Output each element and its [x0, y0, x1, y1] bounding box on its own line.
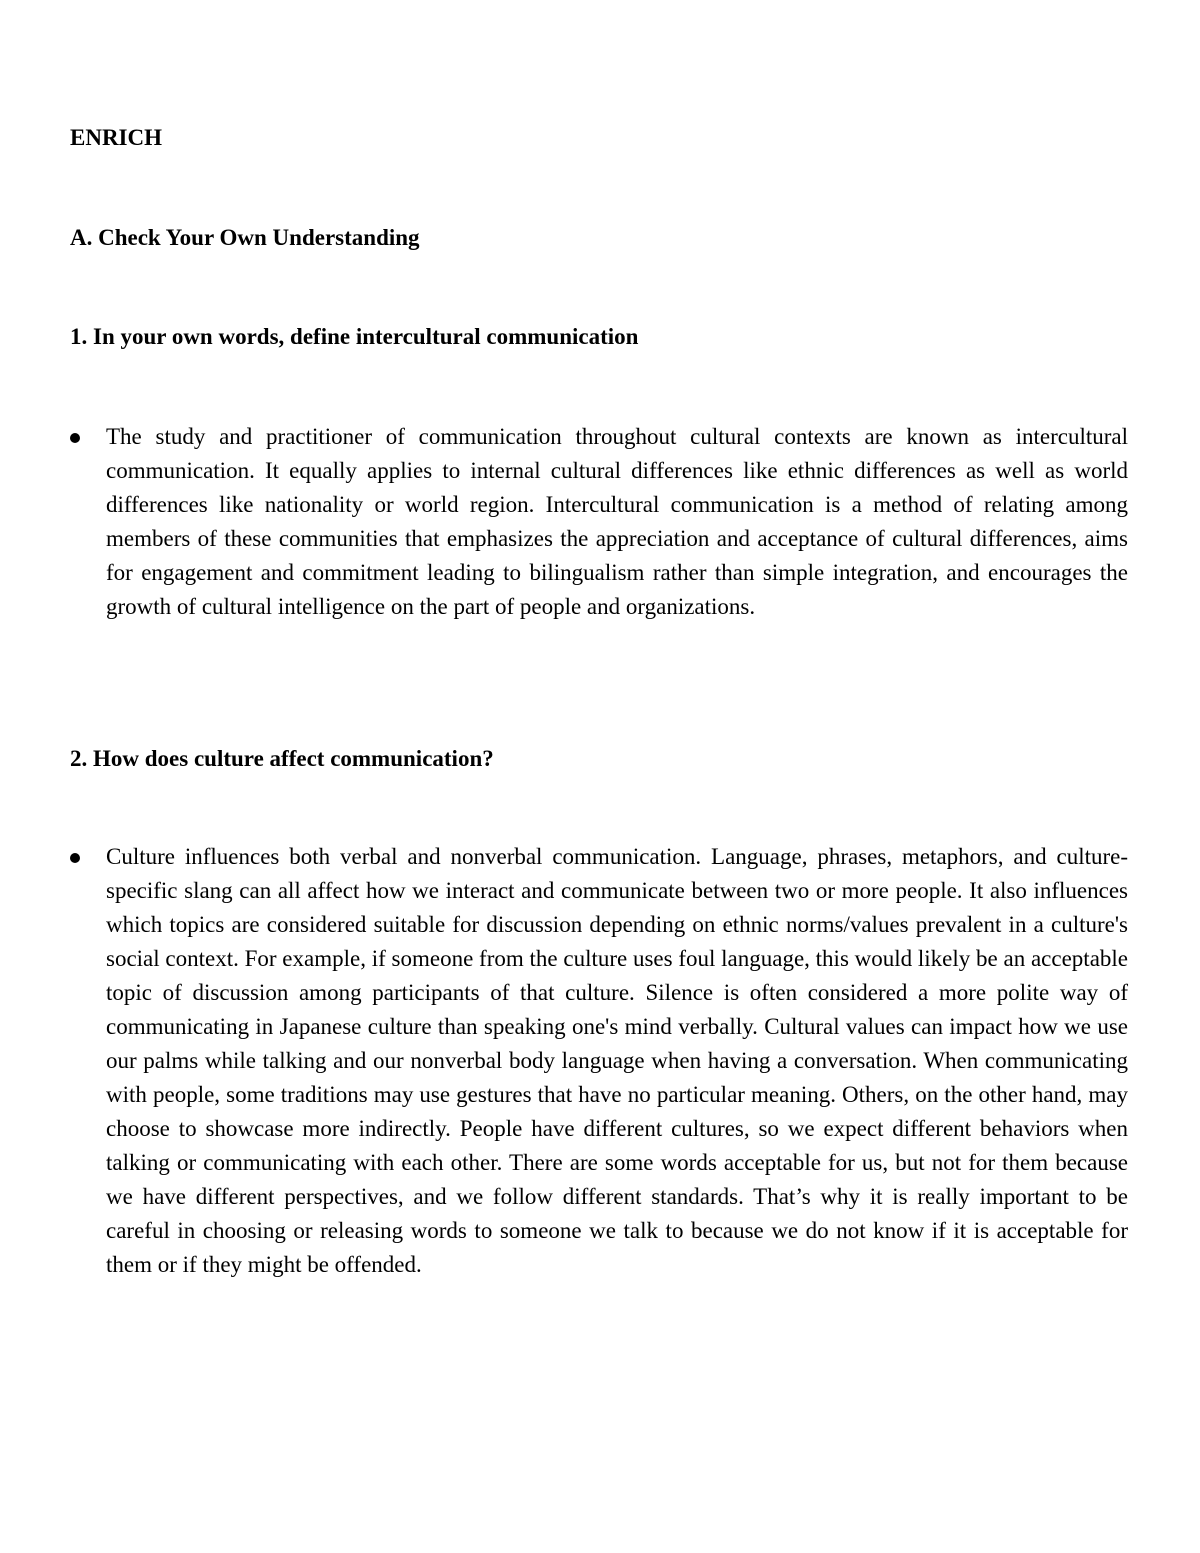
answer-1-paragraph: The study and practitioner of communication throughout cultural contexts are known as intercultural communication. It equally applies to internal cultural differences like ethnic differences as well as world differences like nationality or world region. Intercultural communication is a method of relating among members of these communities that emphasizes the appreciation and acceptance of cultural differences, aims for engagement and commitment leading to bilingualism rather than simple integration, and encourages the growth of cultural intelligence on the part of people and organizations.	[106, 424, 1128, 619]
section-heading: A. Check Your Own Understanding	[70, 225, 420, 250]
bullet-icon	[70, 853, 80, 863]
answer-2-paragraph: Culture influences both verbal and nonverbal communication. Language, phrases, metaphors, and culture-specific slang can all affect how we interact and communicate between two or more people. It also influences which topics are considered suitable for discussion depending on ethnic norms/values prevalent in a culture's social context. For example, if someone from the culture uses foul language, this would likely be an acceptable topic of discussion among participants of that culture. Silence is often considered a more polite way of communicating in Japanese culture than speaking one's mind verbally. Cultural values can impact how we use our palms while talking and our nonverbal body language when having a conversation. When communicating with people, some traditions may use gestures that have no particular meaning. Others, on the other hand, may choose to showcase more indirectly. People have different cultures, so we expect different behaviors when talking or communicating with each other. There are some words acceptable for us, but not for them because we have different perspectives, and we follow different standards. That’s why it is really important to be careful in choosing or releasing words to someone we talk to because we do not know if it is acceptable for them or if they might be offended.	[106, 844, 1128, 1277]
bullet-icon	[70, 433, 80, 443]
question-2-heading: 2. How does culture affect communication?	[70, 746, 494, 771]
document-title: ENRICH	[70, 125, 163, 150]
question-1-heading: 1. In your own words, define intercultural communication	[70, 324, 639, 349]
